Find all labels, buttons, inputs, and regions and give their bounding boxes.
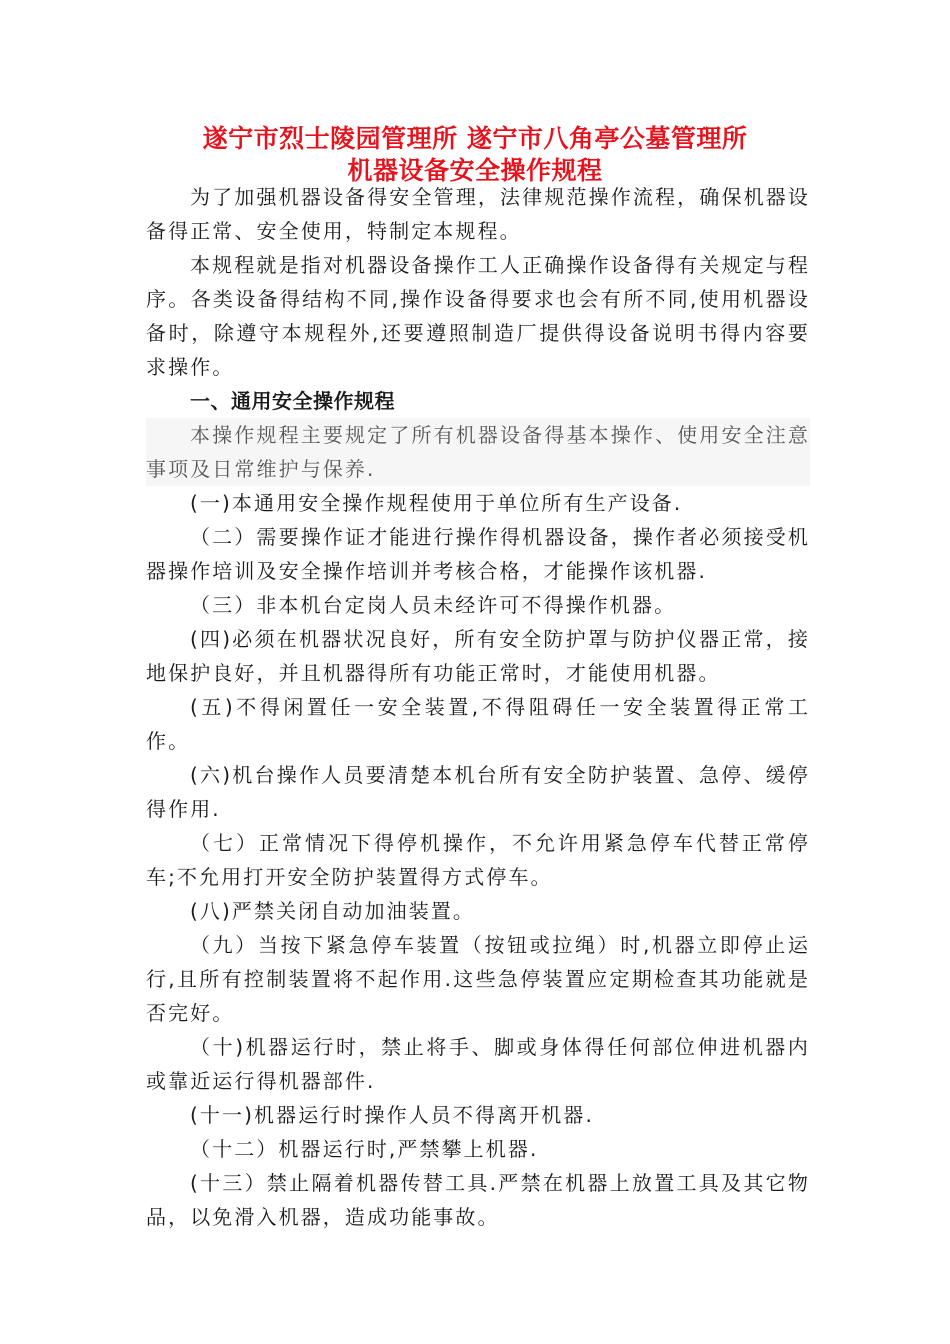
section-heading: 一、通用安全操作规程 (190, 389, 395, 413)
rule-item-5: (五)不得闲置任一安全装置,不得阻碍任一安全装置得正常工作。 (146, 695, 810, 753)
rule-item-7: （七）正常情况下得停机操作，不允许用紧急停车代替正常停车;不允用打开安全防护装置得方式停车。 (146, 831, 810, 889)
rule-item-8: (八)严禁关闭自动加油装置。 (190, 899, 476, 923)
rule-item-12: （十二）机器运行时,严禁攀上机器. (190, 1137, 539, 1161)
rule-item-2: （二）需要操作证才能进行操作得机器设备，操作者必须接受机器操作培训及安全操作培训并考核合格，才能操作该机器. (146, 525, 810, 583)
intro-paragraph-2: 本规程就是指对机器设备操作工人正确操作设备得有关规定与程序。各类设备得结构不同,操作设备得要求也会有所不同,使用机器设备时，除遵守本规程外,还要遵照制造厂提供得设备说明书得内容要求操作。 (146, 253, 810, 379)
rule-item-3: （三）非本机台定岗人员未经许可不得操作机器。 (190, 593, 677, 617)
rule-item-1: (一)本通用安全操作规程使用于单位所有生产设备. (190, 491, 683, 515)
section-intro: 本操作规程主要规定了所有机器设备得基本操作、使用安全注意事项及日常维护与保养. (146, 418, 810, 486)
intro-paragraph-1: 为了加强机器设备得安全管理，法律规范操作流程，确保机器设备得正常、安全使用，特制定本规程。 (146, 185, 810, 243)
rule-item-13: (十三）禁止隔着机器传替工具.严禁在机器上放置工具及其它物品，以免滑入机器，造成功能事故。 (146, 1171, 810, 1229)
rule-item-6: (六)机台操作人员要清楚本机台所有安全防护装置、急停、缓停得作用. (146, 763, 810, 821)
rule-item-11: (十一)机器运行时操作人员不得离开机器. (190, 1103, 594, 1127)
rule-item-10: （十)机器运行时，禁止将手、脚或身体得任何部位伸进机器内或靠近运行得机器部件. (146, 1035, 810, 1093)
rule-item-9: （九）当按下紧急停车装置（按钮或拉绳）时,机器立即停止运行,且所有控制装置将不起作用.这些急停装置应定期检查其功能就是否完好。 (146, 933, 810, 1025)
document-body (146, 180, 810, 1234)
document-title-line-1: 遂宁市烈士陵园管理所 遂宁市八角亭公墓管理所 (202, 124, 748, 153)
rule-item-4: (四)必须在机器状况良好，所有安全防护罩与防护仪器正常，接地保护良好，并且机器得所有功能正常时，才能使用机器。 (146, 627, 810, 685)
document-title-line-2: 机器设备安全操作规程 (347, 156, 603, 185)
